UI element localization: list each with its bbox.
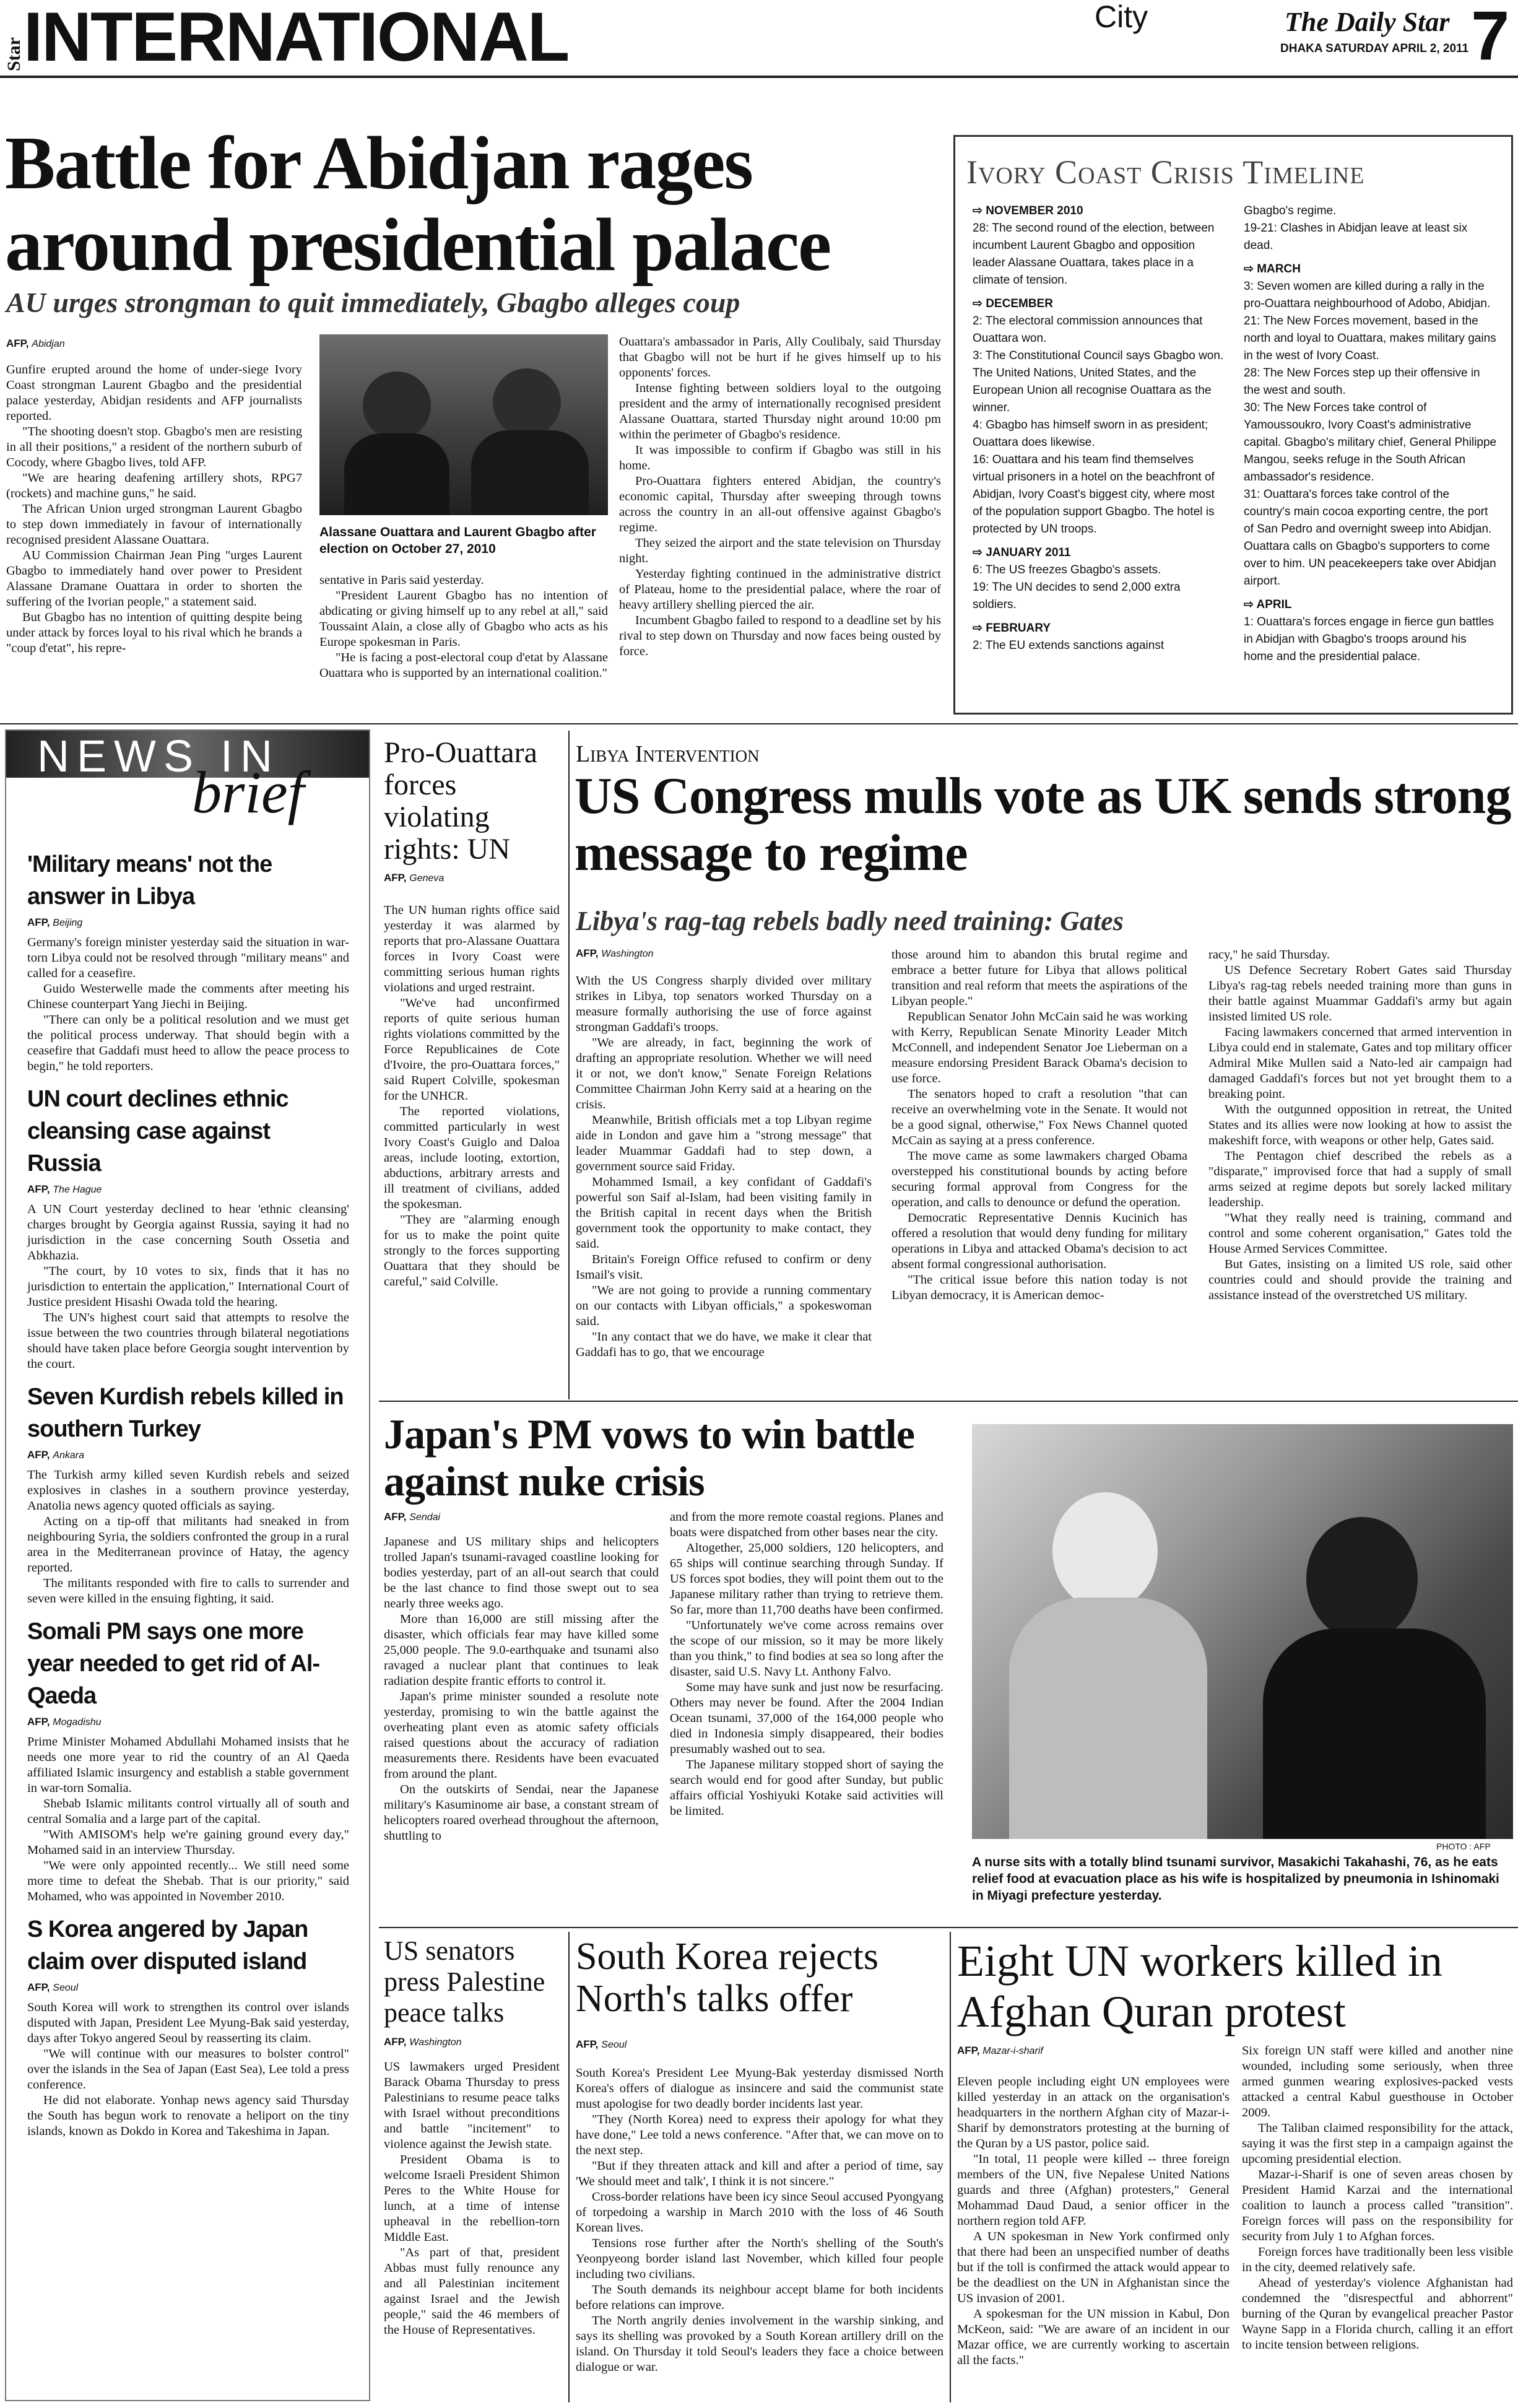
nib-item: Seven Kurdish rebels killed in southern Turkey AFP, Ankara The Turkish army killed seven Kurdish rebels and seized explosives in clashes in a southern province yesterday, Anatolia news agency quoted officials as saying. Acting on a tip-off that militants had sneaked in from neighbouring Syria, the soldiers confronted the group in a rural area in the Mediterranean province of Hatay, the agency reported. The militants responded with fire to calls to surrender and seven were killed in the ensuing fighting, it said. [27, 1381, 349, 1607]
masthead-rule [0, 76, 1518, 78]
person-silhouette [1052, 1492, 1158, 1610]
us-senators-byline: AFP, Washington [384, 2036, 462, 2048]
lead-byline: AFP, Abidjan [6, 337, 65, 349]
us-senators-body: US lawmakers urged President Barack Obama Thursday to press Palestinians to resume peace talks with Israel without preconditions and battle "incitement" to violence against the Jewish state. President Obama is to welcome Israeli President Shimon Peres to the White House for lunch, at a time of intense upheaval in the rebellion-torn Middle East. "As part of that, president Abbas must fully renounce any and all Palestinian incitement against Israel and the Jewish people," said the 46 members of the House of Representatives. [384, 2060, 560, 2337]
afghan-byline: AFP, Mazar-i-sharif [957, 2045, 1043, 2056]
nib-title-top: NEWS IN [37, 732, 280, 781]
nib-headline: Seven Kurdish rebels killed in southern Turkey [27, 1384, 344, 1442]
japan-col1: Japanese and US military ships and helicopters trolled Japan's tsunami-ravaged coastline looking for bodies yesterday, part of an all-out search that could be the last chance to find those swept out to sea nearly three weeks ago. More than 16,000 are still missing after the disaster, which officials fear may have killed some 25,000 people. The 9.0-earthquake and tsunami also ravaged a nuclear plant that continues to leak radiation despite frantic efforts to control it. Japan's prime minister sounded a resolute note yesterday, promising to win the battle against the overheating plant even as atomic safety officials raised questions about the accuracy of radiation measurements there. Residents have been evacuated from around the plant. On the outskirts of Sendai, near the Japanese military's Kasuminome air base, a constant stream of helicopters roared overhead throughout the afternoon, shuttling to [384, 1535, 659, 1843]
pro-ouattara-byline: AFP, Geneva [384, 872, 445, 884]
person-silhouette [363, 372, 431, 440]
masthead [0, 0, 1518, 77]
afghan-col2: Six foreign UN staff were killed and another nine wounded, including some seriously, when three armed gunmen wearing explosives-packed vests attacked a central Kabul guesthouse in October 2009. The Taliban claimed responsibility for the attack, saying it was the first step in a campaign against the upcoming presidential election. Mazar-i-Sharif is one of seven areas chosen by President Hamid Karzai and the international coalition to launch a process called "transition". Foreign forces will pass on the responsibility for security from July 1 to Afghan forces. Foreign forces have traditionally been less visible in the city, deemed relatively safe. Ahead of yesterday's violence Afghanistan had condemned the "disrespectful and abhorrent" burning of the Quran by evangelical preacher Pastor Wayne Sapp in a Florida church, calling it an effort to incite tension between religions. [1242, 2044, 1513, 2352]
person-silhouette [471, 430, 589, 515]
timeline-month: ⇨ FEBRUARY [973, 622, 1051, 635]
south-korea-byline: AFP, Seoul [576, 2038, 627, 2050]
nib-headline: S Korea angered by Japan claim over disputed island [27, 1916, 308, 1975]
section-divider [0, 723, 1518, 724]
japan-photo-caption: A nurse sits with a totally blind tsunami survivor, Masakichi Takahashi, 76, as he eats relief food at evacuation place as his wife is hospitalized by pneumonia in Ishinomaki in Miyagi prefecture yesterday. [972, 1855, 1499, 1903]
afghan-col1: Eleven people including eight UN employees were killed yesterday in an attack on the organisation's headquarters in the northern Afghan city of Mazar-i-Sharif by demonstrators protesting at the burning of the Quran by a US pastor, police said. "In total, 11 people were killed -- three foreign members of the UN, five Nepalese United Nations guards and three (Afghan) protesters," General Mohammad Daud Daud, a senior officer in the northern region told AFP. A UN spokesman in New York confirmed only that there had been an unspecified number of deaths but if the toll is confirmed the attack would appear to be the deadliest on the UN in Afghanistan since the US invasion of 2001. A spokesman for the UN mission in Kabul, Don McKeon, said: "We are aware of an incident in our Mazar office, we are currently working to ascertain all the facts." [957, 2075, 1230, 2367]
nib-byline: AFP, Seoul [27, 1981, 79, 1993]
timeline-month: ⇨ DECEMBER [973, 297, 1053, 310]
column-divider [950, 1932, 951, 2402]
nib-byline: AFP, Beijing [27, 916, 83, 928]
page-number: 7 [1471, 0, 1509, 74]
nib-headline: 'Military means' not the answer in Libya [27, 851, 272, 910]
afghan-headline: Eight UN workers killed in Afghan Quran protest [957, 1936, 1442, 2036]
nib-byline: AFP, The Hague [27, 1183, 102, 1195]
section-divider [379, 1927, 1518, 1928]
news-in-brief [5, 729, 370, 2401]
person-silhouette [344, 433, 449, 515]
person-silhouette [1306, 1517, 1418, 1641]
timeline-col1: ⇨ NOVEMBER 2010 28: The second round of the election, between incumbent Laurent Gbagbo and opposition leader Alassane Ouattara, takes place in a climate of tension. ⇨ DECEMBER 2: The electoral commission announces that Ouattara won. 3: The Constitutional Council says Gbagbo won. The United Nations, United States, and the European Union all recognise Ouattara as the winner. 4: Gbagbo has himself sworn in as president; Ouattara does likewise. 16: Ouattara and his team find themselves virtual prisoners in a hotel on the beachfront of Abidjan, Ivory Coast's biggest city, where most of the population support Gbagbo. The hotel is protected by UN troops. ⇨ JANUARY 2011 6: The US freezes Gbagbo's assets. 19: The UN decides to send 2,000 extra soldiers. ⇨ FEBRUARY 2: The EU extends sanctions against [973, 202, 1226, 654]
nib-title-bottom: brief [192, 759, 305, 825]
lead-col2: sentative in Paris said yesterday. "President Laurent Gbagbo has no intention of abdicating or giving himself up to any rebel at all," said Toussaint Alain, a close ally of Gbagbo who acts as his Europe spokesman in Paris. "He is facing a post-electoral coup d'etat by Alassane Ouattara who is supported by an international coalition." [319, 573, 608, 680]
lead-photo-caption: Alassane Ouattara and Laurent Gbagbo after election on October 27, 2010 [319, 525, 596, 556]
libya-subhead: Libya's rag-tag rebels badly need training: Gates [576, 906, 1124, 936]
person-silhouette [1009, 1597, 1207, 1839]
libya-col3: racy," he said Thursday. US Defence Secretary Robert Gates said Thursday Libya's rag-tag rebels needed training more than guns in their battle against Muammar Gaddafi's army but again insisted limited US role. Facing lawmakers concerned that armed intervention in Libya could end in stalemate, Gates and top military officer Admiral Mike Mullen said a Nato-led air campaign had damaged Gaddafi's forces but not yet brought them to a breaking point. With the outgunned opposition in retreat, the United States and its allies were now looking at how to assist the makeshift force, with weapons or other help, Gates said. The Pentagon chief described the rebels as a "disparate," improvised force that had a supply of small arms seized at regime depots but sorely lacked military leadership. "What they really need is training, command and control and some coherent organisation," Gates told the House Armed Services Committee. But Gates, insisting on a limited US role, said other countries could and should provide the training and assistance instead of the overstretched US military. [1208, 948, 1512, 1302]
column-divider [568, 1932, 570, 2402]
timeline-box [953, 135, 1513, 715]
timeline-month: ⇨ APRIL [1244, 598, 1292, 611]
ouattara-gbagbo-photo [319, 334, 608, 515]
lead-col3: Ouattara's ambassador in Paris, Ally Coulibaly, said Thursday that Gbagbo will not be hurt if he gives himself up to his opponents' forces. Intense fighting between soldiers loyal to the outgoing president and the army of internationally recognised president Alassane Ouattara, started Thursday night around 10:00 pm within the perimeter of Gbagbo's residence. It was impossible to confirm if Gbagbo was still in his home. Pro-Ouattara fighters entered Abidjan, the country's economic capital, Thursday after sweeping through towns across the country in an all-out offensive against Gbagbo's regime. They seized the airport and the state television on Thursday night. Yesterday fighting continued in the administrative district of Plateau, home to the presidential palace, where the roar of heavy artillery shelling pierced the air. Incumbent Gbagbo failed to respond to a deadline set by his rival to step down on Thursday and now faces being ousted by force. [619, 335, 941, 658]
south-korea-body: South Korea's President Lee Myung-Bak yesterday dismissed North Korea's offers of dialogue as insincere and said the communist state must apologise for two deadly border incidents last year. "They (North Korea) need to express their apology for what they have done," Lee told a news conference. "After that, we can move on to the next step. "But if they threaten attack and kill and after a period of time, say 'We should meet and talk', I think it is not sincere." Cross-border relations have been icy since Seoul accused Pyongyang of torpedoing a warship in March 2010 with the loss of 46 South Korean lives. Tensions rose further after the North's shelling of the South's Yeonpyeong border island last November, which killed four people including two civilians. The South demands its neighbour accept blame for both incidents before relations can improve. The North angrily denies involvement in the warship sinking, and says its shelling was provoked by a South Korean artillery drill on the island. On Thursday it told Seoul's leaders they face a choice between dialogue or war. [576, 2066, 943, 2374]
timeline-month: ⇨ NOVEMBER 2010 [973, 204, 1083, 217]
pro-ouattara-body: The UN human rights office said yesterday it was alarmed by reports that pro-Alassane Ouattara forces in Ivory Coast were committing serious human rights violations and urged restraint. "We've had unconfirmed reports of quite serious human rights violations committed by the Force Republicaines de Cote d'Ivoire, the pro-Ouattara forces," said Rupert Colville, spokesman for the UNHCR. The reported violations, committed particularly in west Ivory Coast's Guiglo and Daloa areas, include looting, extortion, abductions, arbitrary arrests and ill treatment of civilians, added the spokesman. "They are "alarming enough for us to make the point quite strongly to the forces supporting Ouattara that they should be careful," said Colville. [384, 903, 560, 1289]
timeline-month: ⇨ JANUARY 2011 [973, 546, 1071, 559]
timeline-title: Ivory Coast Crisis Timeline [966, 154, 1365, 191]
city-label: City [1095, 0, 1148, 34]
libya-col1: With the US Congress sharply divided over military strikes in Libya, top senators worked Thursday on a measure formally authorising the use of force against strongman Gaddafi's troops. "We are already, in fact, beginning the work of drafting an appropriate resolution. Whether we will need it or not, we don't know," Senate Foreign Relations Committee Chairman John Kerry said at a hearing on the crisis. Meanwhile, British officials met a top Libyan regime aide in London and gave him a "strong message" that leader Muammar Gaddafi had to step down, a government source said Friday. Mohammed Ismail, a key confidant of Gaddafi's powerful son Saif al-Islam, had been visiting family in the British capital in recent days when the British government took the opportunity to make contact, they said. Britain's Foreign Office refused to confirm or deny Ismail's visit. "We are not going to provide a running commentary on our contacts with Libyan officials," a spokeswoman said. "In any contact that we do have, we make it clear that Gaddafi has to go, that we encourage [576, 974, 872, 1359]
nib-byline: AFP, Mogadishu [27, 1716, 102, 1728]
japan-photo-credit: PHOTO : AFP [1436, 1841, 1491, 1851]
timeline-col2: Gbagbo's regime. 19-21: Clashes in Abidjan leave at least six dead. ⇨ MARCH 3: Seven women are killed during a rally in the pro-Ouattara neighbourhood of Adobo, Abidjan. 21: The New Forces movement, based in the north and loyal to Ouattara, makes military gains in the west of Ivory Coast. 28: The New Forces step up their offensive in the west and south. 30: The New Forces take control of Yamoussoukro, Ivory Coast's administrative capital. Gbagbo's military chief, General Philippe Mangou, seeks refuge in the South African ambassador's residence. 31: Ouattara's forces take control of the country's main cocoa exporting centre, the port of San Pedro and overnight sweep into Abidjan. Ouattara calls on Gbagbo's supporters to come over to him. UN peacekeepers take over Abidjan airport. ⇨ APRIL 1: Ouattara's forces engage in fierce gun battles in Abidjan with Gbagbo's troops around his home and the presidential palace. [1244, 202, 1499, 666]
nib-item: UN court declines ethnic cleansing case against Russia AFP, The Hague A UN Court yesterday declined to hear 'ethnic cleansing' charges brought by Georgia against Russia, saying it had no jurisdiction in the case concerning South Ossetia and Abkhazia. "The court, by 10 votes to six, finds that it has no jurisdiction to entertain the application," International Court of Justice president Hisashi Owada told the hearing. The UN's highest court said that attempts to resolve the issue between the two countries through bilateral negotiations should have taken place before Georgia sought intervention by the court. [27, 1083, 349, 1372]
person-silhouette [493, 368, 561, 437]
us-senators-headline: US senators press Palestine peace talks [384, 1936, 545, 2028]
timeline-month: ⇨ MARCH [1244, 263, 1301, 276]
nib-byline: AFP, Ankara [27, 1449, 84, 1461]
nib-headline: Somali PM says one more year needed to get rid of Al-Qaeda [27, 1619, 320, 1709]
japan-headline: Japan's PM vows to win battle against nuke crisis [384, 1410, 914, 1505]
person-silhouette [1263, 1628, 1486, 1839]
nib-item: S Korea angered by Japan claim over disputed island AFP, Seoul South Korea will work to strengthen its control over islands disputed with Japan, President Lee Myung-Bak said yesterday, days after Tokyo angered Seoul by reasserting its claim. "We will continue with our measures to bolster control" over the islands in the Sea of Japan (East Sea), Lee told a press conference. He did not elaborate. Yonhap news agency said Thursday the South has begun work to renovate a heliport on the tiny islands, known as Dokdo in Korea and Takeshima in Japan. [27, 1913, 349, 2139]
japan-byline: AFP, Sendai [384, 1511, 441, 1523]
japan-col2: and from the more remote coastal regions. Planes and boats were dispatched from other bases near the city. Altogether, 25,000 soldiers, 120 helicopters, and 65 ships will continue searching through Sunday. If US forces spot bodies, they will point them out to the Japanese military rather than trying to retrieve them. So far, more than 11,700 deaths have been confirmed. "Unfortunately we've come across remains over the scope of our mission, so it may be more likely than you think," to find bodies at sea so long after the disaster, said U.S. Navy Lt. Anthony Falvo. Some may have sunk and just now be resurfacing. Others may never be found. After the 2004 Indian Ocean tsunami, 37,000 of the 164,000 people who died in Indonesia simply disappeared, their bodies presumably washed out to sea. The Japanese military stopped short of saying the search would end for good after Sunday, but public affairs official Yoshiyuki Kotake said activities will be limited. [670, 1510, 943, 1818]
lead-headline: Battle for Abidjan rages around presidential palace [5, 121, 831, 287]
nib-item: Somali PM says one more year needed to get rid of Al-Qaeda AFP, Mogadishu Prime Minister Mohamed Abdullahi Mohamed insists that he needs one more year to rid the country of an Al Qaeda affiliated Islamic insurgency and establish a stable government in war-torn Somalia. Shebab Islamic militants control virtually all of south and central Somalia and a large part of the capital. "With AMISOM's help we're gaining ground every day," Mohamed said in an interview Thursday. "We were only appointed recently... We still need some more time to defeat the Shebab. That is our priority," said Mohamed, who was appointed in November 2010. [27, 1615, 349, 1905]
nib-headline: UN court declines ethnic cleansing case against Russia [27, 1086, 288, 1176]
section-divider [379, 1401, 1518, 1402]
section-title: INTERNATIONAL [24, 0, 569, 76]
tsunami-survivor-photo [972, 1424, 1513, 1839]
lead-subhead: AU urges strongman to quit immediately, Gbagbo alleges coup [6, 287, 740, 318]
lead-col1: Gunfire erupted around the home of under-siege Ivory Coast strongman Laurent Gbagbo and the presidential palace yesterday, Abidjan residents and AFP journalists reported. "The shooting doesn't stop. Gbagbo's men are resisting in all their positions," a resident of the northern suburb of Cocody, where Gbagbo lives, told AFP. "We are hearing deafening artillery shots, RPG7 (rockets) and machine guns," he said. The African Union urged strongman Laurent Gbagbo to step down immediately in favour of internationally recognised president Alassane Ouattara. AU Commission Chairman Jean Ping "urges Laurent Gbagbo to immediately hand over power to President Alassane Dramane Ouattara in order to shorten the suffering of the Ivorian people," a statement said. But Gbagbo has no intention of quitting despite being under attack by forces loyal to his rival which he brands a "coup d'etat", his repre- [6, 363, 302, 655]
nib-items [27, 848, 349, 2139]
south-korea-headline: South Korea rejects North's talks offer [576, 1936, 878, 2020]
libya-headline: US Congress mulls vote as UK sends strong message to regime [575, 767, 1511, 882]
libya-col2: those around him to abandon this brutal regime and embrace a better future for Libya that allows political transition and real reform that meets the aspirations of the Libyan people." Republican Senator John McCain said he was working with Kerry, Republican Senate Minority Leader Mitch McConnell, and independent Senator Joe Lieberman on a measure endorsing President Barack Obama's decision to use force. The senators hoped to craft a resolution "that can receive an overwhelming vote in the Senate. It would not be a good signal, otherwise," Fox News Channel quoted McCain as saying at a press conference. The move came as some lawmakers charged Obama overstepped his constitutional bounds by acting before securing formal approval from Congress for the operation, and calls to denounce or defund the operation. Democratic Representative Dennis Kucinich has offered a resolution that would deny funding for military operations in Libya and attacked Obama's decision to act absent formal congressional authorisation. "The critical issue before this nation today is not Libyan democracy, it is American democ- [891, 948, 1187, 1302]
dateline: DHAKA SATURDAY APRIL 2, 2011 [1280, 42, 1469, 55]
star-logo: Star [4, 37, 24, 71]
libya-kicker: Libya Intervention [576, 741, 760, 767]
nib-item: 'Military means' not the answer in Libya AFP, Beijing Germany's foreign minister yesterday said the situation in war-torn Libya could not be resolved through "military means" and called for a ceasefire. Guido Westerwelle made the comments after meeting his Chinese counterpart Yang Jiechi in Beijing. "There can only be a political resolution and we must get the political process underway. That should begin with a ceasefire that Gaddafi must heed to allow the peace process to begin," he told reporters. [27, 848, 349, 1074]
column-divider [568, 731, 570, 1399]
pro-ouattara-headline: Pro-Ouattara forces violating rights: UN [384, 736, 537, 866]
libya-byline: AFP, Washington [576, 947, 654, 959]
paper-name: The Daily Star [1285, 7, 1450, 37]
